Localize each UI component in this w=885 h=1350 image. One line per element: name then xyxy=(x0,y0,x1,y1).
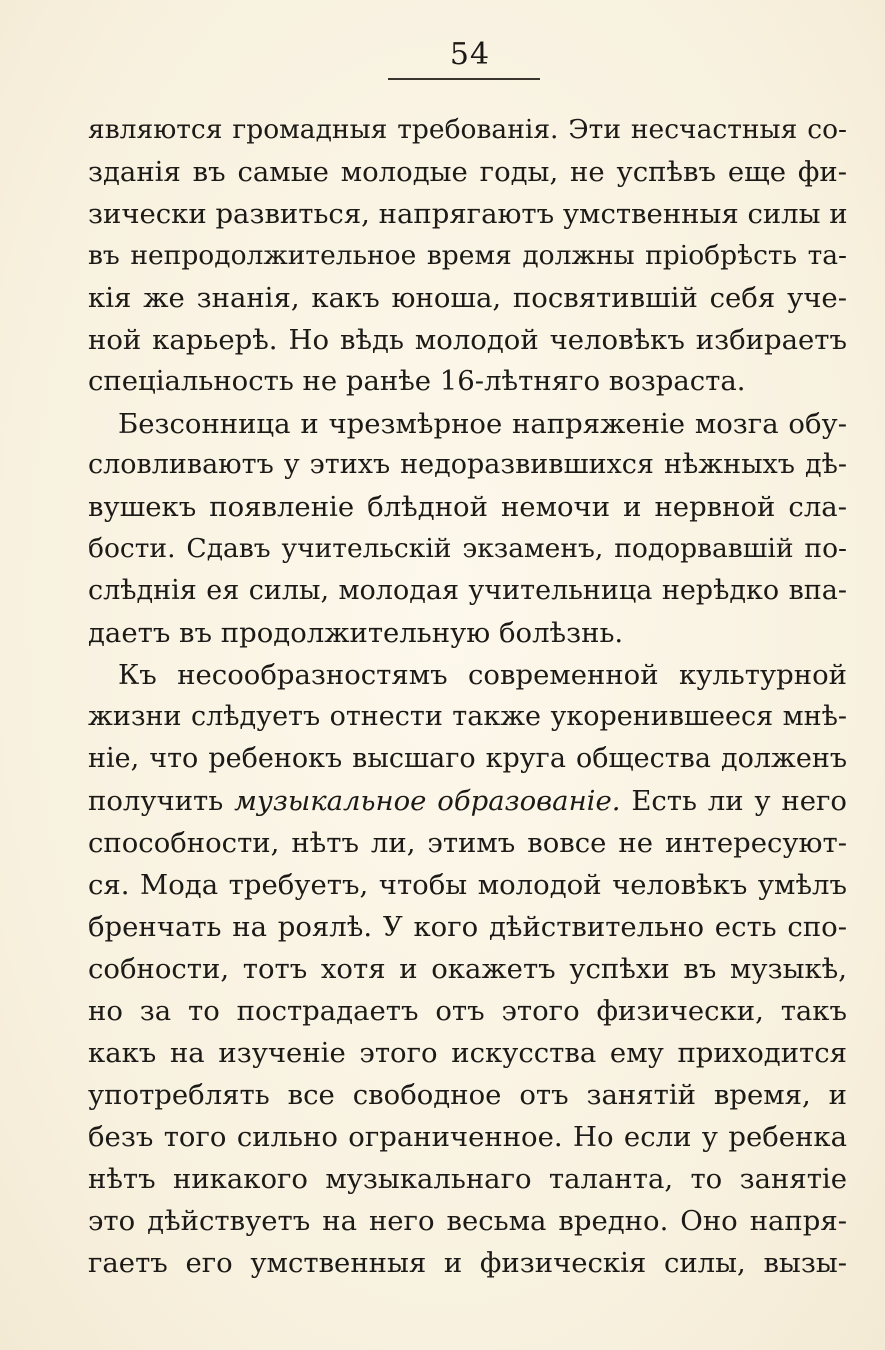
text-line-11: бости. Сдавъ учительскій экзаменъ, подорвавшій по- xyxy=(88,533,847,564)
text-line-9: словливаютъ у этихъ недоразвившихся нѣжныхъ дѣ- xyxy=(88,449,847,480)
text-line-16: ніе, что ребенокъ высшаго круга общества долженъ xyxy=(88,743,847,774)
text-line-23: какъ на изученіе этого искусства ему приходится xyxy=(88,1037,847,1069)
text-line-26: нѣтъ никакого музыкальнаго таланта, то занятіе xyxy=(88,1163,847,1195)
text-line-15: жизни слѣдуетъ отнести также укоренившееся мнѣ- xyxy=(88,701,847,732)
text-line-4: въ непродолжительное время должны пріобрѣсть та- xyxy=(88,240,847,271)
text-line-18: способности, нѣтъ ли, этимъ вовсе не интересуют- xyxy=(88,827,847,859)
text-line-8: Безсонница и чрезмѣрное напряженіе мозга обу- xyxy=(118,408,847,440)
text-line-6: ной карьерѣ. Но вѣдь молодой человѣкъ избираетъ xyxy=(88,324,847,356)
text-line-19: ся. Мода требуетъ, чтобы молодой человѣкъ умѣлъ xyxy=(88,869,847,901)
text-line-25: безъ того сильно ограниченное. Но если у ребенка xyxy=(88,1121,847,1153)
text-line-5: кія же знанія, какъ юноша, посвятившій себя уче- xyxy=(88,282,847,314)
text-line-7: спеціальность не ранѣе 16-лѣтняго возраста. xyxy=(88,365,746,397)
text-line-17-start: получить xyxy=(88,785,235,817)
text-line-1: являются громадныя требованія. Эти несчастныя со- xyxy=(88,114,847,145)
text-line-2: зданія въ самые молодые годы, не успѣвъ еще фи- xyxy=(88,156,847,188)
text-line-22: но за то пострадаетъ отъ этого физически, такъ xyxy=(88,995,847,1027)
text-line-3: зически развиться, напрягаютъ умственныя силы и xyxy=(88,198,848,230)
text-line-28: гаетъ его умственныя и физическія силы, вызы- xyxy=(88,1247,847,1279)
text-line-17-end: Есть ли у него xyxy=(620,785,847,817)
text-line-20: бренчать на роялѣ. У кого дѣйствительно есть спо- xyxy=(88,911,847,943)
text-line-21: собности, тотъ хотя и окажетъ успѣхи въ музыкѣ, xyxy=(88,953,847,985)
text-line-10: вушекъ появленіе блѣдной немочи и нервной сла- xyxy=(88,491,847,523)
text-line-13: даетъ въ продолжительную болѣзнь. xyxy=(88,617,624,649)
header-rule xyxy=(388,78,540,80)
text-line-24: употреблять все свободное отъ занятій время, и xyxy=(88,1079,847,1111)
text-line-17 xyxy=(88,781,847,821)
text-line-14: Къ несообразностямъ современной культурной xyxy=(118,659,847,691)
text-line-27: это дѣйствуетъ на него весьма вредно. Оно напря- xyxy=(88,1205,847,1237)
text-line-12: слѣднія ея силы, молодая учительница нерѣдко впа- xyxy=(88,575,847,606)
page-number: 54 xyxy=(449,37,491,72)
italic-phrase: музыкальное образованіе. xyxy=(234,785,621,817)
